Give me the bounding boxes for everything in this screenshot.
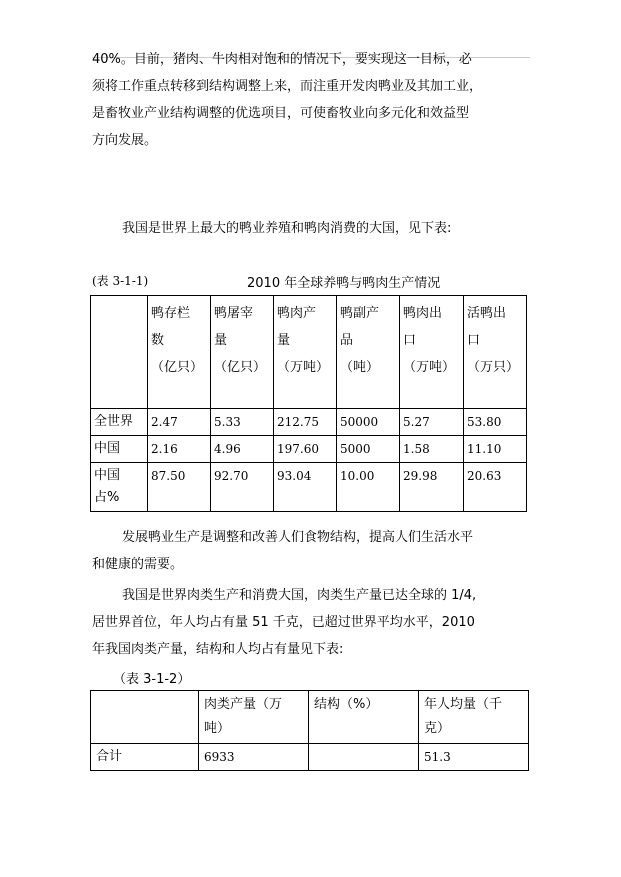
paragraph-4 bbox=[92, 582, 532, 663]
table1-caption bbox=[92, 272, 441, 291]
paragraph-line: 40%。目前，猪肉、牛肉相对饱和的情况下，要实现这一目标，必 bbox=[92, 52, 472, 67]
table-row bbox=[91, 409, 527, 436]
paragraph-line: 须将工作重点转移到结构调整上来，而注重开发肉鸭业及其加工业， bbox=[92, 79, 483, 94]
row-label: 中国占% bbox=[91, 463, 148, 512]
table-row bbox=[91, 744, 529, 771]
table1-header-row bbox=[91, 296, 527, 409]
table2 bbox=[90, 690, 529, 771]
table2-label: （表 3-1-2） bbox=[113, 672, 191, 687]
table-cell: 212.75 bbox=[274, 409, 337, 436]
table1-label: (表 3-1-1) bbox=[92, 274, 149, 288]
table1-header-cell: 鸭存栏 数 （亿只） bbox=[148, 296, 211, 409]
paragraph-2 bbox=[122, 215, 562, 242]
table1-header-cell: 鸭肉出 口 （万吨） bbox=[400, 296, 464, 409]
table-cell: 4.96 bbox=[211, 436, 274, 463]
paragraph-line: 和健康的需要。 bbox=[92, 557, 184, 572]
table1-title: 2010 年全球养鸭与鸭肉生产情况 bbox=[247, 276, 441, 291]
table2-header-cell: 结构（%） bbox=[309, 691, 419, 744]
paragraph-line: 方向发展。 bbox=[92, 133, 158, 148]
table2-corner-cell bbox=[91, 691, 199, 744]
table-cell: 53.80 bbox=[464, 409, 527, 436]
paragraph-line: 我国是世界肉类生产和消费大国，肉类生产量已达全球的 1/4, bbox=[122, 588, 477, 603]
table1-header-cell: 活鸭出 口 （万只） bbox=[464, 296, 527, 409]
table-cell: 93.04 bbox=[274, 463, 337, 512]
row-label: 合计 bbox=[91, 744, 199, 771]
paragraph-line: 我国是世界上最大的鸭业养殖和鸭肉消费的大国，见下表: bbox=[122, 221, 452, 236]
table-row bbox=[91, 436, 527, 463]
paragraph-3 bbox=[92, 524, 532, 578]
table-cell bbox=[309, 744, 419, 771]
table-cell: 5.27 bbox=[400, 409, 464, 436]
table-cell: 197.60 bbox=[274, 436, 337, 463]
table1-corner-cell bbox=[91, 296, 148, 409]
table-cell: 6933 bbox=[199, 744, 309, 771]
table-cell: 11.10 bbox=[464, 436, 527, 463]
table-cell: 20.63 bbox=[464, 463, 527, 512]
table2-header-cell: 年人均量（千 克） bbox=[419, 691, 529, 744]
table1-header-cell: 鸭屠宰 量 （亿只） bbox=[211, 296, 274, 409]
table-cell: 92.70 bbox=[211, 463, 274, 512]
table1-header-cell: 鸭肉产 量 （万吨） bbox=[274, 296, 337, 409]
paragraph-line: 是畜牧业产业结构调整的优选项目，可使畜牧业向多元化和效益型 bbox=[92, 106, 470, 121]
table-cell: 87.50 bbox=[148, 463, 211, 512]
paragraph-line: 年我国肉类产量，结构和人均占有量见下表: bbox=[92, 642, 344, 657]
table-cell: 5.33 bbox=[211, 409, 274, 436]
table1 bbox=[90, 295, 527, 512]
table-cell: 2.47 bbox=[148, 409, 211, 436]
table-cell: 2.16 bbox=[148, 436, 211, 463]
paragraph-1 bbox=[92, 46, 532, 154]
paragraph-line: 居世界首位，年人均占有量 51 千克，已超过世界平均水平，2010 bbox=[92, 615, 475, 630]
paragraph-line: 发展鸭业生产是调整和改善人们食物结构，提高人们生活水平 bbox=[122, 530, 474, 545]
table-cell: 5000 bbox=[337, 436, 400, 463]
table-cell: 51.3 bbox=[419, 744, 529, 771]
table-cell: 10.00 bbox=[337, 463, 400, 512]
table2-header-row bbox=[91, 691, 529, 744]
table2-header-cell: 肉类产量（万 吨） bbox=[199, 691, 309, 744]
row-label: 中国 bbox=[91, 436, 148, 463]
table-cell: 29.98 bbox=[400, 463, 464, 512]
row-label: 全世界 bbox=[91, 409, 148, 436]
table-cell: 50000 bbox=[337, 409, 400, 436]
table-cell: 1.58 bbox=[400, 436, 464, 463]
table1-header-cell: 鸭副产 品 （吨） bbox=[337, 296, 400, 409]
table-row bbox=[91, 463, 527, 512]
